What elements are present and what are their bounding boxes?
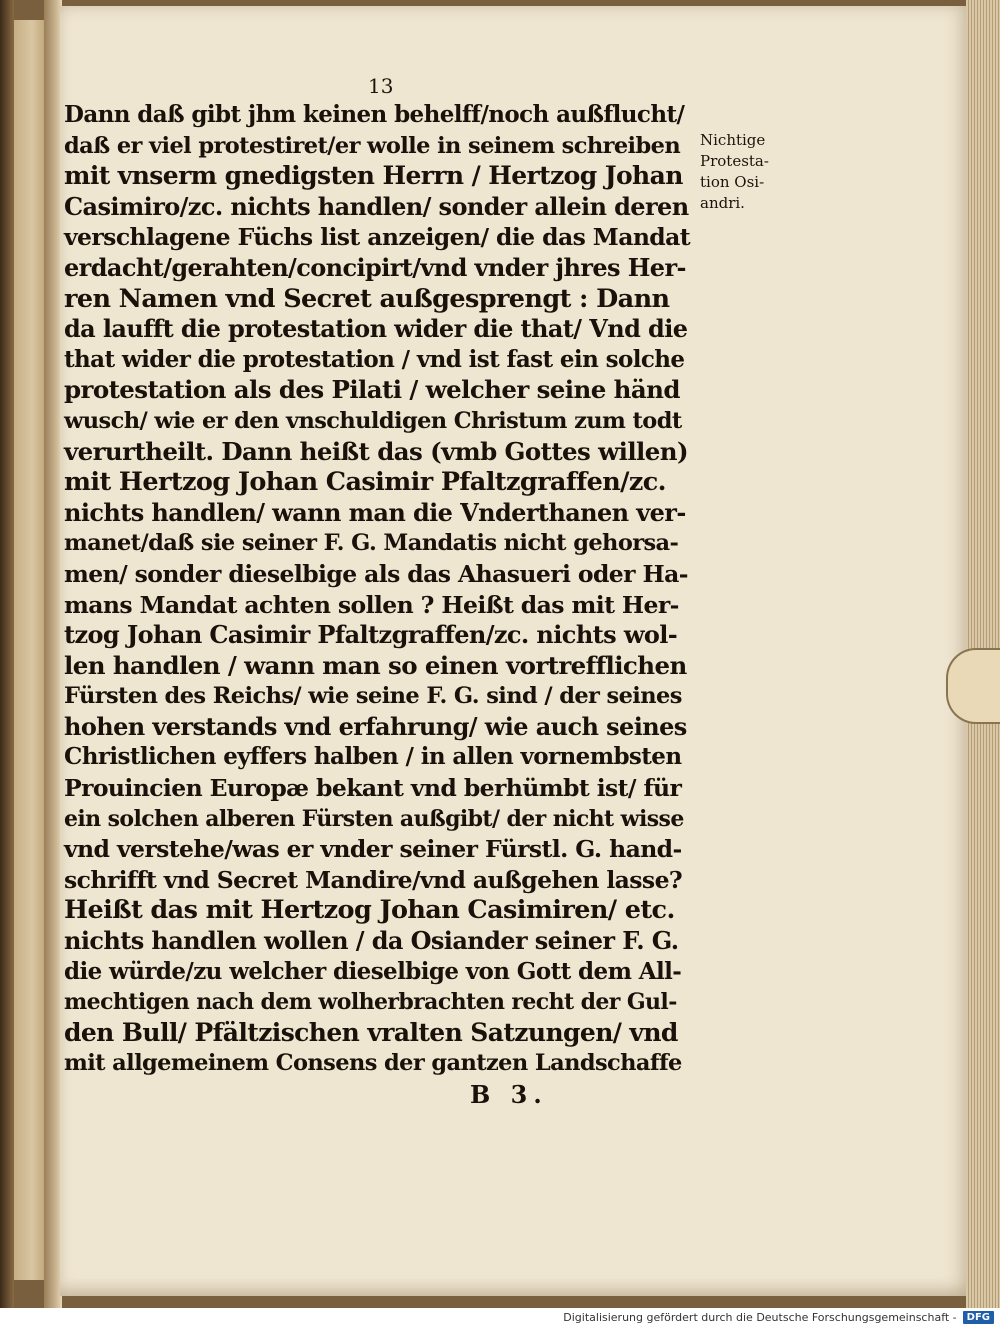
text-line: Prouincien Europæ bekant vnd berhümbt ist/ für <box>64 774 682 803</box>
text-line: that wider die protestation / vnd ist fast ein solche <box>64 345 685 373</box>
footer-credit: Digitalisierung gefördert durch die Deutsche Forschungsgemeinschaft - <box>563 1310 957 1324</box>
text-line: mechtigen nach dem wolherbrachten recht der Gul- <box>64 989 677 1016</box>
page-tab <box>946 648 1000 724</box>
text-line: vnd verstehe/was er vnder seiner Fürstl. G. hand- <box>64 835 682 864</box>
text-line: len handlen / wann man so einen vortrefflichen <box>64 650 687 680</box>
text-line: men/ sonder dieselbige als das Ahasueri oder Ha- <box>64 559 688 588</box>
text-line: mit allgemeinem Consens der gantzen Landschaffe <box>64 1050 682 1077</box>
text-line: da laufft die protestation wider die that/ Vnd die <box>64 314 688 344</box>
text-line: Fürsten des Reichs/ wie seine F. G. sind / der seines <box>64 683 682 710</box>
dfg-logo: DFG <box>963 1311 994 1324</box>
text-line: wusch/ wie er den vnschuldigen Christum zum todt <box>64 407 682 434</box>
previous-page-edge <box>14 20 44 1280</box>
text-line: Christlichen eyffers halben / in allen vornembsten <box>64 743 682 771</box>
text-line: ren Namen vnd Secret außgesprengt : Dann <box>64 283 670 314</box>
page-number: 13 <box>368 74 394 98</box>
text-line: erdacht/gerahten/concipirt/vnd vnder jhres Her- <box>64 252 686 282</box>
text-line: protestation als des Pilati / welcher seine händ <box>64 375 680 405</box>
text-line: mit vnserm gnedigsten Herrn / Hertzog Johan <box>64 161 683 191</box>
marginal-note-line: tion Osi- <box>700 173 765 191</box>
text-line: daß er viel protestiret/er wolle in seinem schreiben <box>64 132 681 159</box>
footer-bar <box>0 1308 1000 1326</box>
text-line: Dann daß gibt jhm keinen behelff/noch außflucht/ <box>64 101 685 128</box>
text-line: Casimiro/zc. nichts handlen/ sonder allein deren <box>64 191 689 221</box>
signature-mark: B 3. <box>470 1080 548 1109</box>
marginal-note <box>700 130 786 214</box>
marginal-note-line: Protesta- <box>700 152 769 170</box>
text-line: ein solchen alberen Fürsten außgibt/ der nicht wisse <box>64 805 684 832</box>
text-line: manet/daß sie seiner F. G. Mandatis nicht gehorsa- <box>64 530 679 557</box>
text-line: schrifft vnd Secret Mandire/vnd außgehen lasse? <box>64 865 683 894</box>
text-line: hohen verstands vnd erfahrung/ wie auch seines <box>64 711 687 741</box>
text-line: tzog Johan Casimir Pfaltzgraffen/zc. nichts wol- <box>64 620 678 650</box>
text-line: den Bull/ Pfältzischen vralten Satzungen/ vnd <box>64 1017 678 1047</box>
text-line: verurtheilt. Dann heißt das (vmb Gottes willen) <box>64 436 688 466</box>
marginal-note-line: Nichtige <box>700 131 766 149</box>
text-line: die würde/zu welcher dieselbige von Gott dem All- <box>64 957 682 985</box>
marginal-note-line: andri. <box>700 194 745 212</box>
text-line: nichts handlen/ wann man die Vnderthanen ver- <box>64 497 686 527</box>
text-line: verschlagene Füchs list anzeigen/ die das Mandat <box>64 223 691 252</box>
text-line: Heißt das mit Hertzog Johan Casimiren/ etc. <box>64 895 675 926</box>
text-line: nichts handlen wollen / da Osiander seiner F. G. <box>64 926 679 956</box>
binding-edge <box>0 0 14 1308</box>
text-line: mit Hertzog Johan Casimir Pfaltzgraffen/zc. <box>64 467 666 498</box>
text-line: mans Mandat achten sollen ? Heißt das mit Her- <box>64 590 679 619</box>
body-text <box>64 100 690 1079</box>
